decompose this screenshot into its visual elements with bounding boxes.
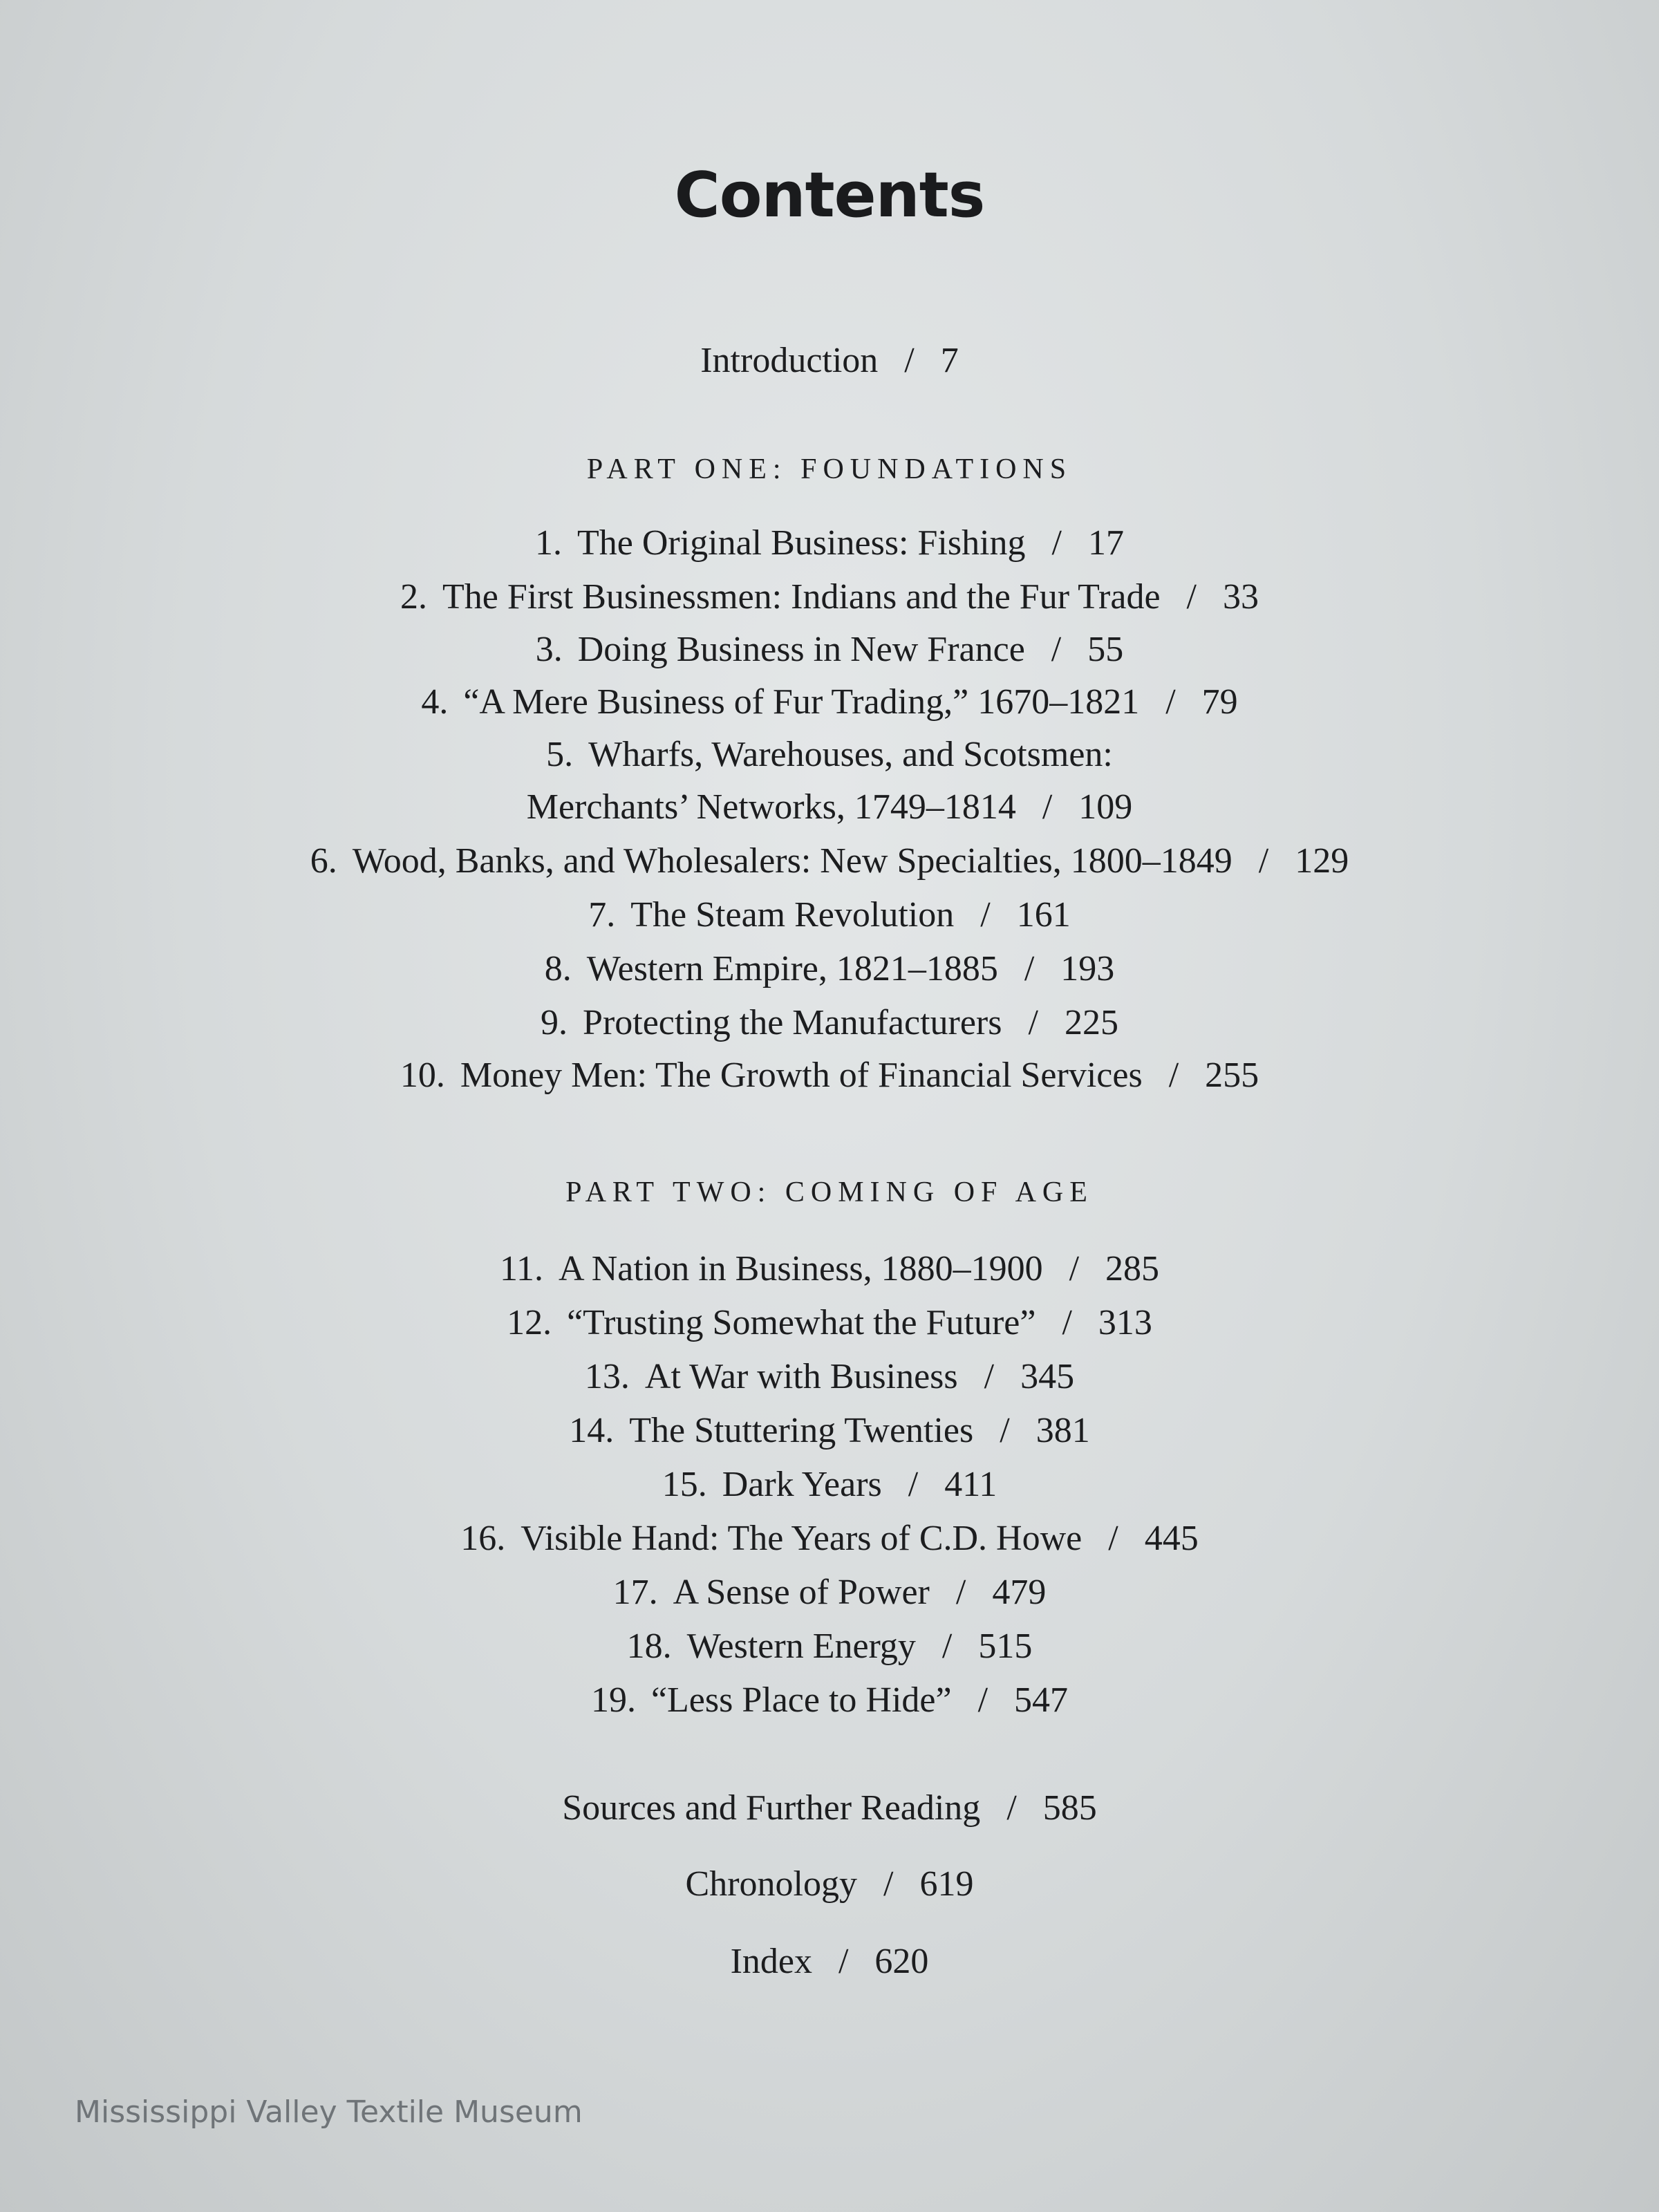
entry-page: 547 [1014, 1680, 1069, 1720]
toc-entry-chapter-13 [0, 1359, 1659, 1395]
chapter-title: “Trusting Somewhat the Future” [567, 1303, 1036, 1342]
entry-page: 515 [978, 1627, 1033, 1666]
entry-separator: / [908, 1465, 919, 1504]
toc-entry-chapter-4 [0, 684, 1659, 720]
chapter-number: 15. [662, 1465, 707, 1504]
chapter-title: “Less Place to Hide” [650, 1680, 952, 1720]
chapter-number: 18. [626, 1627, 672, 1666]
entry-page: 129 [1295, 841, 1349, 881]
toc-entry-chapter-17 [0, 1575, 1659, 1611]
entry-separator: / [1062, 1303, 1072, 1342]
entry-page: 225 [1064, 1003, 1118, 1042]
entry-page: 285 [1105, 1249, 1160, 1288]
entry-page: 585 [1042, 1788, 1097, 1828]
watermark-text: Mississippi Valley Textile Museum [75, 2094, 583, 2130]
entry-page: 411 [944, 1465, 997, 1504]
chapter-number: 17. [612, 1573, 658, 1612]
entry-separator: / [984, 1357, 995, 1396]
entry-label: Introduction [700, 341, 879, 380]
chapter-title-continued: Merchants’ Networks, 1749–1814 [526, 787, 1016, 827]
chapter-number: 13. [584, 1357, 630, 1396]
toc-entry-chapter-11 [0, 1251, 1659, 1287]
toc-entry-chapter-2 [0, 579, 1659, 615]
toc-entry-chapter-16 [0, 1521, 1659, 1557]
entry-separator: / [1024, 949, 1035, 988]
chapter-number: 7. [588, 895, 616, 935]
toc-entry-chapter-15 [0, 1467, 1659, 1503]
chapter-title: The First Businessmen: Indians and the Fur Trade [442, 577, 1161, 617]
entry-page: 79 [1201, 682, 1238, 722]
toc-entry-chapter-8 [0, 951, 1659, 987]
chapter-number: 3. [535, 630, 563, 669]
entry-separator: / [1000, 1411, 1010, 1450]
toc-entry-chapter-18 [0, 1629, 1659, 1665]
entry-separator: / [1186, 577, 1197, 617]
entry-page: 33 [1222, 577, 1259, 617]
entry-page: 17 [1088, 523, 1124, 563]
entry-separator: / [1051, 630, 1062, 669]
chapter-number: 4. [421, 682, 449, 722]
entry-separator: / [904, 341, 915, 380]
chapter-number: 8. [544, 949, 572, 988]
toc-entry-introduction [0, 343, 1659, 379]
toc-entry-chapter-6 [0, 843, 1659, 879]
entry-separator: / [955, 1573, 966, 1612]
chapter-number: 12. [507, 1303, 552, 1342]
entry-label: Index [730, 1942, 812, 1981]
entry-page: 7 [940, 341, 959, 380]
part-two-heading: PART TWO: COMING OF AGE [565, 1177, 1094, 1208]
chapter-title: A Sense of Power [673, 1573, 930, 1612]
toc-entry-chronology [0, 1866, 1659, 1902]
chapter-title: Doing Business in New France [577, 630, 1025, 669]
toc-entry-chapter-14 [0, 1413, 1659, 1449]
entry-separator: / [1069, 1249, 1080, 1288]
entry-separator: / [1165, 682, 1176, 722]
toc-entry-chapter-5 [0, 737, 1659, 773]
chapter-title: Protecting the Manufacturers [583, 1003, 1002, 1042]
entry-separator: / [977, 1680, 988, 1720]
toc-entry-sources [0, 1790, 1659, 1826]
chapter-title: The Steam Revolution [630, 895, 955, 935]
entry-separator: / [1006, 1788, 1017, 1828]
chapter-title: Western Energy [686, 1627, 916, 1666]
entry-separator: / [941, 1627, 953, 1666]
chapter-title: Visible Hand: The Years of C.D. Howe [521, 1519, 1082, 1558]
toc-entry-chapter-7 [0, 897, 1659, 933]
entry-page: 345 [1020, 1357, 1075, 1396]
entry-page: 479 [992, 1573, 1047, 1612]
entry-page: 161 [1016, 895, 1071, 935]
entry-page: 55 [1087, 630, 1124, 669]
entry-separator: / [1042, 787, 1053, 827]
chapter-number: 11. [499, 1249, 544, 1288]
entry-separator: / [1258, 841, 1269, 881]
entry-separator: / [1108, 1519, 1118, 1558]
entry-separator: / [980, 895, 991, 935]
entry-separator: / [838, 1942, 849, 1981]
toc-entry-chapter-12 [0, 1305, 1659, 1341]
entry-label: Chronology [685, 1864, 857, 1904]
chapter-title: Wood, Banks, and Wholesalers: New Specialties, 1800–1849 [352, 841, 1232, 881]
toc-entry-chapter-9 [0, 1005, 1659, 1041]
entry-page: 381 [1035, 1411, 1090, 1450]
entry-page: 620 [874, 1942, 929, 1981]
chapter-title: At War with Business [644, 1357, 958, 1396]
chapter-number: 10. [400, 1056, 445, 1095]
chapter-title: Dark Years [722, 1465, 882, 1504]
chapter-number: 6. [310, 841, 337, 881]
toc-entry-chapter-10 [0, 1058, 1659, 1094]
chapter-title: “A Mere Business of Fur Trading,” 1670–1821 [463, 682, 1140, 722]
toc-entry-chapter-3 [0, 632, 1659, 668]
entry-page: 445 [1144, 1519, 1199, 1558]
toc-entry-chapter-1 [0, 525, 1659, 561]
chapter-number: 1. [534, 523, 562, 563]
chapter-title: Money Men: The Growth of Financial Services [460, 1056, 1143, 1095]
chapter-title: The Original Business: Fishing [577, 523, 1026, 563]
chapter-title: Wharfs, Warehouses, and Scotsmen: [588, 735, 1113, 774]
entry-page: 619 [919, 1864, 974, 1904]
toc-entry-index [0, 1944, 1659, 1980]
entry-page: 193 [1060, 949, 1115, 988]
part-one-heading: PART ONE: FOUNDATIONS [586, 453, 1073, 485]
entry-page: 313 [1098, 1303, 1152, 1342]
page-title: Contents [674, 159, 985, 232]
chapter-title: The Stuttering Twenties [629, 1411, 974, 1450]
entry-page: 109 [1078, 787, 1133, 827]
entry-separator: / [1051, 523, 1062, 563]
chapter-number: 5. [546, 735, 574, 774]
entry-page: 255 [1205, 1056, 1259, 1095]
chapter-title: Western Empire, 1821–1885 [586, 949, 998, 988]
chapter-number: 9. [541, 1003, 568, 1042]
chapter-number: 14. [569, 1411, 615, 1450]
entry-label: Sources and Further Reading [562, 1788, 981, 1828]
toc-entry-chapter-19 [0, 1680, 1659, 1720]
entry-separator: / [1028, 1003, 1038, 1042]
entry-separator: / [883, 1864, 894, 1904]
chapter-number: 2. [400, 577, 428, 617]
chapter-title: A Nation in Business, 1880–1900 [559, 1249, 1043, 1288]
chapter-number: 16. [460, 1519, 506, 1558]
chapter-number: 19. [590, 1680, 636, 1720]
toc-entry-chapter-5-continued [0, 789, 1659, 825]
entry-separator: / [1168, 1056, 1179, 1095]
